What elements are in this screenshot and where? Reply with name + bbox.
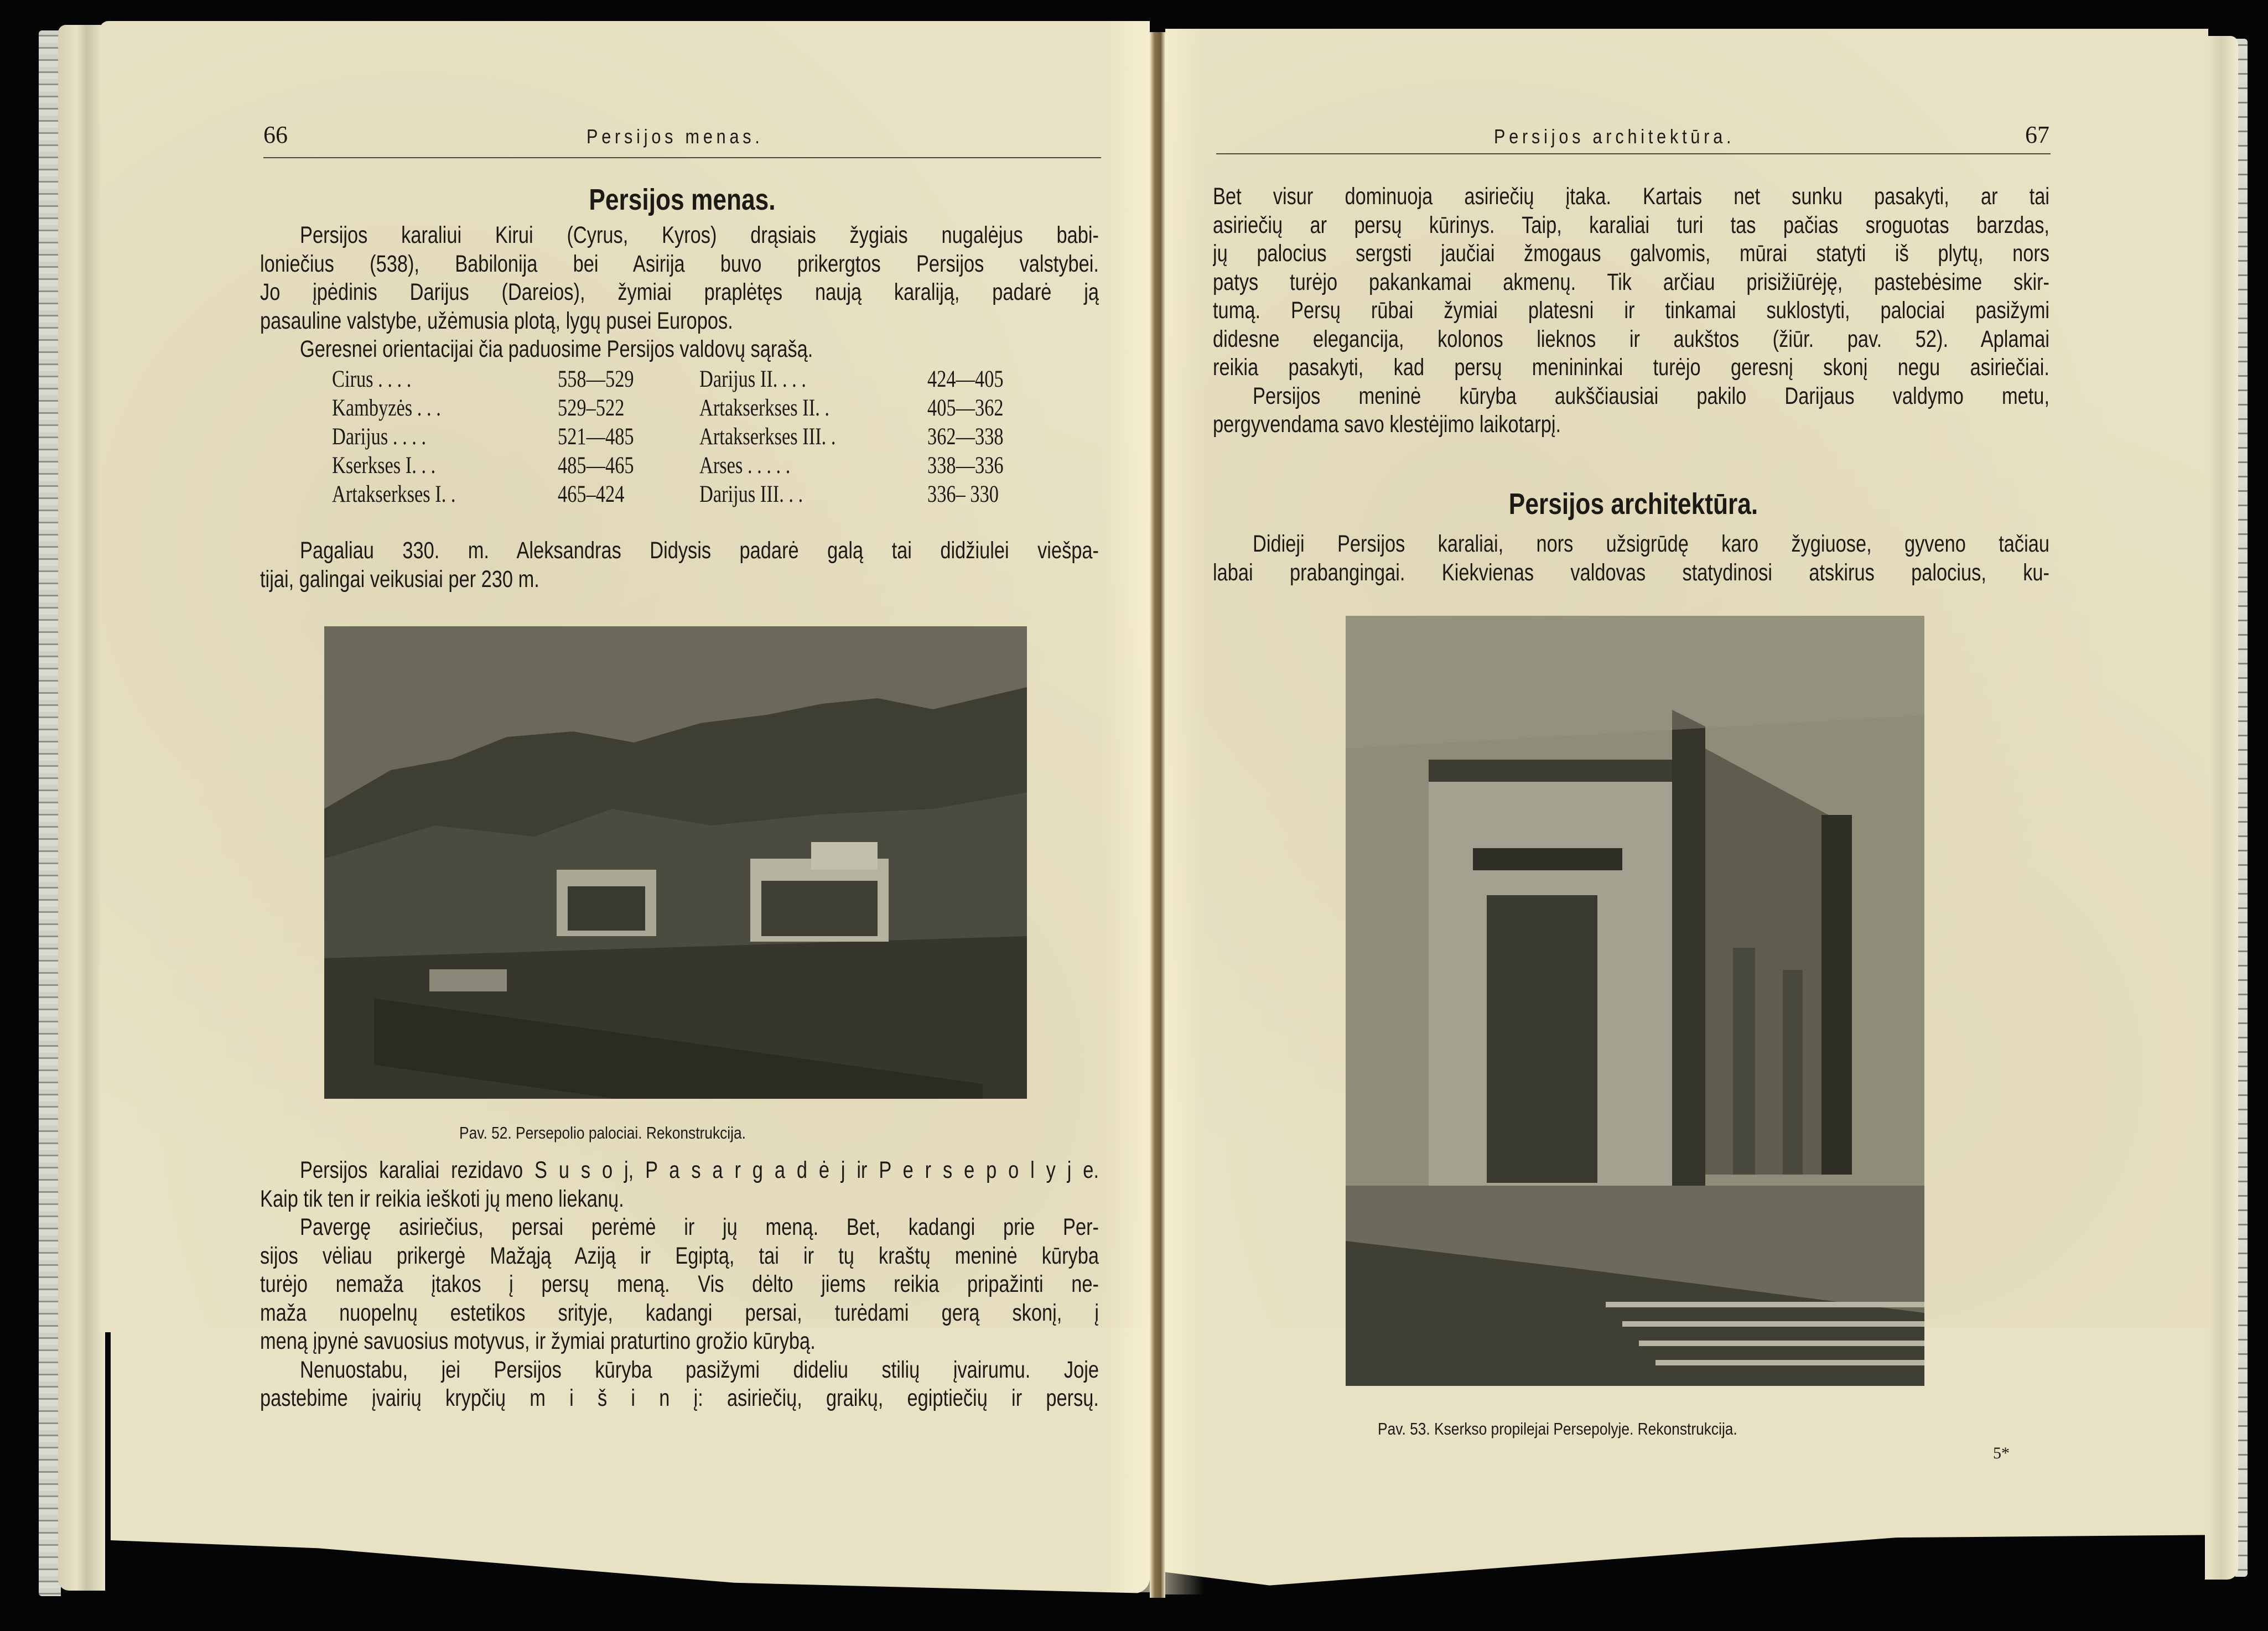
ruler-years: 521—485 [558, 424, 634, 450]
text-line: pasauline valstybe, užėmusia plotą, lygų pusei Europos. [260, 307, 733, 334]
list-intro: Geresnei orientacijai čia paduosime Persijos valdovų sąrašą. [300, 336, 813, 362]
rulers-table [332, 365, 1084, 515]
text-line: pastebime įvairių krypčių m i š i n į: asiriečių, graikų, egiptiečių ir persų. [260, 1385, 1099, 1411]
text-line: tumą. Persų rūbai žymiai platesni ir tinkamai suklostyti, palociai pasižymi [1213, 297, 2049, 324]
section-heading-persian-architecture: Persijos architektūra. [1508, 487, 1758, 521]
ruler-years: 338—336 [927, 453, 1004, 479]
book-gutter [1150, 32, 1165, 1598]
ruler-name: Darijus III. . . [699, 481, 803, 507]
header-rule-left [263, 157, 1101, 158]
header-rule-right [1216, 153, 2051, 154]
conclusion-paragraph [260, 537, 1099, 594]
architecture-paragraph [1213, 530, 2049, 587]
ruler-name: Artakserkses III. . [699, 424, 836, 450]
text-line: Bet visur dominuoja asiriečių įtaka. Kartais net sunku pasakyti, ar tai [1213, 183, 2049, 210]
page-number-right: 67 [2025, 121, 2049, 148]
signature-mark: 5* [1993, 1444, 2010, 1462]
persepolis-engraving [324, 626, 1027, 1099]
text-line: Didieji Persijos karaliai, nors užsigrūdę karo žygiuose, gyveno tačiau [1253, 531, 2049, 557]
text-line: Persijos karaliai rezidavo S u s o j, P a s a r g a d ė j ir P e r s e p o l y j e. [300, 1157, 1099, 1183]
text-line: labai prabangingai. Kiekvienas valdovas statydinosi atskirus palocius, ku- [1213, 559, 2049, 586]
propylaea-engraving [1346, 616, 1924, 1386]
ruler-years: 405—362 [927, 395, 1004, 421]
continuation-paragraph [1213, 183, 2049, 439]
text-line: maža nuopelnų estetikos srityje, kadangi persai, turėdami gerą skonį, į [260, 1299, 1099, 1326]
figure-persepolis-palaces [324, 626, 1027, 1099]
ruler-name: Artakserkses I. . [332, 481, 456, 507]
text-line: Jo įpėdinis Darijus (Dareios), žymiai praplėtęs naują karaliją, padarė ją [260, 279, 1099, 305]
ruler-years: 424—405 [927, 366, 1004, 392]
running-head-right: Persijos architektūra. [1494, 125, 1735, 148]
ruler-name: Artakserkses II. . [699, 395, 829, 421]
book-fore-edge-left [39, 30, 61, 1596]
text-line: Pavergę asiriečius, persai perėmė ir jų meną. Bet, kadangi prie Per- [300, 1214, 1099, 1240]
ruler-years: 558—529 [558, 366, 634, 392]
text-line: meną įpynė savuosius motyvus, ir žymiai praturtino grožio kūrybą. [260, 1328, 816, 1354]
text-line: patys turėjo pakankamai akmenų. Tik arčiau prisižiūrėję, pastebėsime skir- [1213, 268, 2049, 295]
running-head-left: Persijos menas. [587, 125, 764, 148]
text-line: asiriečių ar persų kūrinys. Taip, karaliai turi tas pačias sroguotas barzdas, [1213, 211, 2049, 238]
text-line: didesne elegancija, kolonos lieknos ir aukštos (žiūr. pav. 52). Aplamai [1213, 325, 2049, 352]
figure-caption-52: Pav. 52. Persepolio palociai. Rekonstrukcija. [459, 1123, 746, 1142]
gutter-highlight-right [1165, 29, 1204, 1594]
ruler-name: Kambyzės . . . [332, 395, 441, 421]
text-line: Nenuostabu, jei Persijos kūryba pasižymi dideliu stilių įvairumu. Joje [300, 1356, 1099, 1383]
ruler-years: 336– 330 [927, 481, 999, 507]
ruler-name: Cirus . . . . [332, 366, 412, 392]
intro-paragraph [260, 221, 1099, 364]
figure-xerxes-propylaea [1346, 616, 1924, 1386]
ruler-name: Darijus . . . . [332, 424, 427, 450]
text-line: Persijos karaliui Kirui (Cyrus, Kyros) drąsiais žygiais nugalėjus babi- [300, 222, 1099, 248]
text-line: reikia pasakyti, kad persų menininkai turėjo geresnį skonį negu asiriečiai. [1213, 354, 2049, 381]
body-paragraphs [260, 1156, 1099, 1413]
page-number-left: 66 [263, 121, 288, 148]
ruler-years: 362—338 [927, 424, 1004, 450]
ruler-name: Darijus II. . . . [699, 366, 806, 392]
page-stack-right [2205, 36, 2238, 1580]
text-line: Persijos meninė kūryba aukščiausiai pakilo Darijaus valdymo metu, [1253, 382, 2049, 409]
text-line: turėjo nemaža įtakos į persų meną. Vis dėlto jiems reikia pripažinti ne- [260, 1271, 1099, 1297]
ruler-years: 529–522 [558, 395, 625, 421]
text-line: tijai, galingai veikusiai per 230 m. [260, 565, 539, 593]
gutter-highlight-left [1101, 21, 1150, 1592]
ruler-years: 485—465 [558, 453, 634, 479]
text-line: loniečius (538), Babilonija bei Asirija buvo prikergtos Persijos valstybei. [260, 250, 1099, 277]
text-line: Kaip tik ten ir reikia ieškoti jų meno liekanų. [260, 1185, 624, 1212]
text-line: pergyvendama savo klestėjimo laikotarpį. [1213, 411, 1561, 438]
ruler-name: Kserkses I. . . [332, 453, 436, 479]
page-stack-left [58, 25, 105, 1591]
ruler-name: Arses . . . . . [699, 453, 791, 479]
text-line: Pagaliau 330. m. Aleksandras Didysis padarė galą tai didžiulei viešpa- [300, 537, 1099, 564]
figure-caption-53: Pav. 53. Kserkso propilejai Persepolyje. Rekonstrukcija. [1378, 1419, 1737, 1438]
text-line: jų palocius sergsti jaučiai žmogaus galvomis, mūrai statyti iš plytų, nors [1213, 240, 2049, 267]
text-line: sijos vėliau prikergė Mažąją Aziją ir Egiptą, tai ir tų kraštų meninė kūryba [260, 1242, 1099, 1269]
section-heading-persian-art: Persijos menas. [589, 183, 776, 216]
ruler-years: 465–424 [558, 481, 625, 507]
